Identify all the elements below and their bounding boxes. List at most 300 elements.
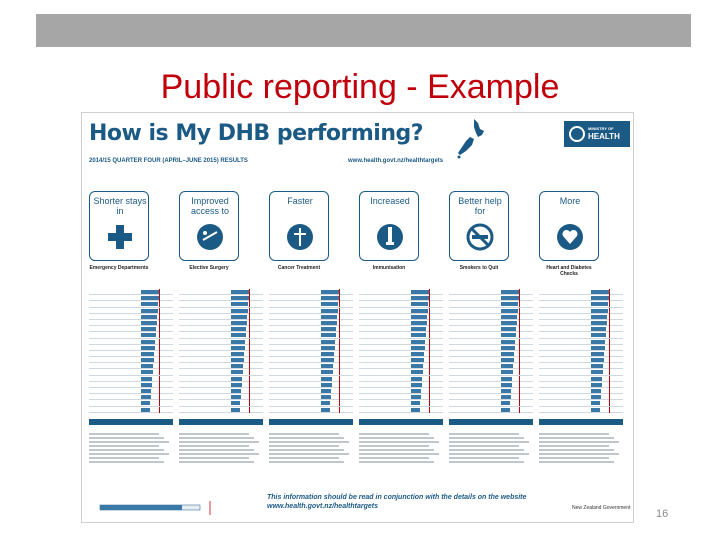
target-line (609, 301, 610, 307)
target-line (609, 339, 610, 345)
result-bar (591, 290, 609, 294)
target-tile (359, 191, 419, 261)
target-line (429, 357, 430, 363)
result-bar (501, 389, 511, 393)
result-bar (411, 377, 422, 381)
target-line (159, 357, 160, 363)
target-line (519, 357, 520, 363)
result-bar (321, 346, 335, 350)
target-line (339, 351, 340, 357)
text-line (539, 445, 609, 448)
target-line (609, 376, 610, 382)
target-line (159, 301, 160, 307)
target-line (429, 326, 430, 332)
target-line (519, 363, 520, 369)
result-bar (141, 401, 150, 405)
result-bar (231, 290, 249, 294)
target-line (429, 369, 430, 375)
result-bar (591, 321, 607, 325)
target-line (339, 363, 340, 369)
totals-row (89, 419, 173, 425)
result-bar (591, 383, 602, 387)
result-bar (321, 315, 337, 319)
result-bar (141, 395, 151, 399)
target-line (609, 388, 610, 394)
target-tile (539, 191, 599, 261)
poster-url: www.health.govt.nz/healthtargets (348, 158, 444, 164)
text-line (179, 457, 249, 460)
result-bar (231, 333, 246, 337)
target-line (249, 320, 250, 326)
text-line (449, 441, 529, 444)
immunisation-icon (375, 222, 405, 252)
logo-line2: HEALTH (588, 132, 620, 141)
result-bar (411, 408, 420, 412)
target-line (609, 369, 610, 375)
dhb-ranking-table (89, 289, 173, 417)
result-bar (411, 370, 423, 374)
result-bar (231, 389, 241, 393)
heart-icon (555, 222, 585, 252)
target-tile-title: Shorter stays in (93, 196, 147, 216)
text-line (359, 437, 434, 440)
target-line (429, 345, 430, 351)
target-line (249, 314, 250, 320)
result-bar (501, 395, 511, 399)
target-line (339, 345, 340, 351)
surgery-icon (195, 222, 225, 252)
target-line (429, 376, 430, 382)
result-bar (231, 364, 243, 368)
result-bar (501, 377, 512, 381)
target-line (159, 369, 160, 375)
result-bar (501, 364, 513, 368)
target-line (249, 345, 250, 351)
result-bar (411, 309, 428, 313)
result-bar (231, 346, 245, 350)
result-bar (411, 395, 421, 399)
target-line (339, 394, 340, 400)
target-line (249, 388, 250, 394)
target-line (339, 388, 340, 394)
dhb-ranking-table (179, 289, 263, 417)
text-line (179, 445, 249, 448)
table-row (89, 407, 173, 413)
result-bar (411, 333, 426, 337)
result-bar (501, 408, 510, 412)
text-line (89, 461, 164, 464)
result-bar (501, 352, 514, 356)
result-bar (591, 364, 603, 368)
result-bar (231, 383, 242, 387)
result-bar (141, 352, 154, 356)
result-bar (321, 296, 339, 300)
target-line (159, 308, 160, 314)
result-bar (501, 296, 519, 300)
target-line (429, 308, 430, 314)
target-line (339, 339, 340, 345)
target-line (609, 332, 610, 338)
text-line (359, 433, 429, 436)
result-bar (321, 408, 330, 412)
result-bar (141, 358, 154, 362)
table-row (539, 407, 623, 413)
result-bar (321, 321, 337, 325)
target-line (249, 394, 250, 400)
result-bar (411, 352, 424, 356)
result-bar (591, 327, 606, 331)
target-line (159, 339, 160, 345)
text-line (89, 433, 159, 436)
target-line (249, 369, 250, 375)
text-line (539, 457, 609, 460)
totals-row (539, 419, 623, 425)
target-line (609, 326, 610, 332)
text-line (269, 437, 344, 440)
description-block (539, 431, 625, 493)
description-block (269, 431, 355, 493)
text-line (179, 433, 249, 436)
target-line (519, 339, 520, 345)
target-line (159, 400, 160, 406)
result-bar (501, 327, 516, 331)
dhb-performance-poster (81, 112, 634, 523)
target-line (339, 382, 340, 388)
target-line (519, 376, 520, 382)
target-subtitle: Smokers to Quit (459, 265, 499, 271)
new-zealand-map-icon (452, 117, 492, 159)
target-line (609, 314, 610, 320)
target-line (429, 363, 430, 369)
target-line (249, 407, 250, 413)
text-line (449, 457, 519, 460)
target-tile-title: More (559, 196, 581, 206)
text-line (269, 433, 339, 436)
target-tile (179, 191, 239, 261)
target-column (179, 191, 263, 427)
target-line (159, 332, 160, 338)
description-block (359, 431, 445, 493)
result-bar (231, 340, 245, 344)
result-bar (231, 370, 243, 374)
result-bar (231, 327, 246, 331)
target-line (429, 351, 430, 357)
target-tile (89, 191, 149, 261)
result-bar (321, 309, 338, 313)
result-bar (501, 333, 516, 337)
description-block (449, 431, 535, 493)
dhb-ranking-table (539, 289, 623, 417)
result-bar (591, 315, 607, 319)
result-bar (411, 401, 420, 405)
target-line (339, 376, 340, 382)
nz-government-mark: New Zealand Government (572, 505, 631, 511)
text-line (359, 453, 439, 456)
target-column (89, 191, 173, 427)
target-line (249, 326, 250, 332)
result-bar (501, 290, 519, 294)
target-column (359, 191, 443, 427)
target-line (249, 363, 250, 369)
target-tile-title: Faster (287, 196, 313, 206)
target-line (159, 407, 160, 413)
target-line (159, 295, 160, 301)
target-subtitle: Emergency Departments (89, 265, 149, 271)
text-line (269, 461, 344, 464)
target-line (159, 394, 160, 400)
table-row (179, 407, 263, 413)
target-line (429, 314, 430, 320)
result-bar (231, 302, 248, 306)
poster-title-part1: How is (89, 121, 176, 146)
result-bar (411, 340, 425, 344)
result-bar (501, 401, 510, 405)
logo-line1: MINISTRY OF (588, 126, 614, 131)
target-line (339, 407, 340, 413)
text-line (89, 445, 159, 448)
result-bar (411, 315, 427, 319)
text-line (359, 449, 434, 452)
target-column (539, 191, 623, 427)
result-bar (231, 395, 241, 399)
target-line (159, 314, 160, 320)
result-bar (411, 346, 425, 350)
text-line (179, 441, 259, 444)
text-line (359, 445, 429, 448)
result-bar (141, 364, 153, 368)
target-line (519, 308, 520, 314)
result-bar (591, 358, 604, 362)
result-bar (231, 358, 244, 362)
result-bar (501, 358, 514, 362)
bottom-note: This information should be read in conjunction with the details on the website www.health.govt.nz/healthtargets (267, 494, 527, 510)
target-subtitle: Immunisation (372, 265, 406, 271)
text-line (269, 441, 349, 444)
result-bar (501, 309, 518, 313)
result-bar (141, 408, 150, 412)
target-tile-title: Improved access to (190, 196, 230, 216)
target-line (249, 308, 250, 314)
target-line (249, 382, 250, 388)
target-line (429, 382, 430, 388)
target-line (159, 289, 160, 295)
target-subtitle: Cancer Treatment (277, 265, 321, 271)
target-line (249, 295, 250, 301)
target-line (609, 407, 610, 413)
result-bar (501, 302, 518, 306)
target-line (339, 332, 340, 338)
result-bar (591, 296, 609, 300)
target-tile (269, 191, 329, 261)
totals-row (179, 419, 263, 425)
target-line (339, 314, 340, 320)
text-line (449, 433, 519, 436)
result-bar (591, 340, 605, 344)
target-column (449, 191, 533, 427)
result-bar (591, 370, 603, 374)
target-line (429, 394, 430, 400)
dhb-ranking-table (269, 289, 353, 417)
result-bar (591, 377, 602, 381)
text-line (449, 453, 529, 456)
result-bar (411, 290, 429, 294)
poster-subline: 2014/15 QUARTER FOUR (APRIL–JUNE 2015) RESULTS (89, 158, 248, 164)
totals-row (359, 419, 443, 425)
result-bar (411, 383, 422, 387)
text-line (269, 453, 349, 456)
target-scale-graphic (90, 497, 240, 519)
result-bar (141, 296, 159, 300)
text-line (89, 457, 159, 460)
text-line (539, 433, 609, 436)
cancer-treatment-icon (285, 222, 315, 252)
totals-row (449, 419, 533, 425)
result-bar (501, 315, 517, 319)
target-line (519, 369, 520, 375)
text-line (269, 449, 344, 452)
target-line (429, 400, 430, 406)
result-bar (591, 401, 600, 405)
target-line (519, 407, 520, 413)
result-bar (591, 408, 600, 412)
text-line (269, 457, 339, 460)
target-line (609, 351, 610, 357)
result-bar (231, 377, 242, 381)
target-line (339, 326, 340, 332)
target-column (269, 191, 353, 427)
text-line (89, 449, 164, 452)
target-line (339, 400, 340, 406)
text-line (179, 453, 259, 456)
text-line (269, 445, 339, 448)
text-line (359, 461, 434, 464)
text-line (449, 445, 519, 448)
poster-title-part2: My DHB (175, 121, 270, 146)
target-line (159, 363, 160, 369)
result-bar (321, 302, 338, 306)
result-bar (321, 352, 334, 356)
cross-icon (105, 222, 135, 252)
target-line (159, 326, 160, 332)
top-decorative-bar (36, 14, 691, 47)
target-line (609, 345, 610, 351)
target-line (249, 332, 250, 338)
result-bar (591, 352, 604, 356)
target-line (519, 301, 520, 307)
target-line (429, 289, 430, 295)
text-line (89, 437, 164, 440)
poster-title (89, 121, 423, 146)
table-row (449, 407, 533, 413)
dhb-ranking-table (359, 289, 443, 417)
result-bar (231, 408, 240, 412)
result-bar (141, 383, 152, 387)
target-line (519, 332, 520, 338)
target-line (519, 351, 520, 357)
table-row (269, 407, 353, 413)
target-line (609, 357, 610, 363)
result-bar (321, 383, 332, 387)
result-bar (411, 327, 426, 331)
result-bar (141, 302, 158, 306)
result-bar (321, 401, 330, 405)
ministry-of-health-logo (564, 121, 630, 147)
text-line (359, 457, 429, 460)
text-line (359, 441, 439, 444)
result-bar (141, 327, 156, 331)
no-smoking-icon (465, 222, 495, 252)
target-line (249, 351, 250, 357)
target-line (519, 382, 520, 388)
result-bar (501, 383, 512, 387)
table-row (359, 407, 443, 413)
text-line (539, 437, 614, 440)
result-bar (411, 296, 429, 300)
text-line (89, 441, 169, 444)
result-bar (321, 395, 331, 399)
text-line (89, 453, 169, 456)
target-line (159, 320, 160, 326)
target-line (519, 289, 520, 295)
target-line (429, 407, 430, 413)
result-bar (411, 302, 428, 306)
result-bar (321, 364, 333, 368)
dhb-ranking-table (449, 289, 533, 417)
result-bar (231, 321, 247, 325)
target-line (519, 388, 520, 394)
result-bar (501, 340, 515, 344)
text-line (539, 441, 619, 444)
target-line (159, 351, 160, 357)
target-line (339, 357, 340, 363)
target-line (429, 301, 430, 307)
result-bar (141, 309, 158, 313)
target-line (429, 295, 430, 301)
target-line (609, 394, 610, 400)
target-line (609, 363, 610, 369)
result-bar (321, 333, 336, 337)
target-line (339, 308, 340, 314)
slide-title: Public reporting - Example (160, 68, 560, 106)
text-line (179, 449, 254, 452)
description-block (89, 431, 175, 493)
target-line (339, 369, 340, 375)
result-bar (141, 389, 151, 393)
text-line (539, 461, 614, 464)
text-line (449, 437, 524, 440)
text-line (449, 449, 524, 452)
target-line (339, 301, 340, 307)
target-line (249, 357, 250, 363)
result-bar (591, 346, 605, 350)
target-tile (449, 191, 509, 261)
target-line (609, 289, 610, 295)
target-line (609, 295, 610, 301)
target-line (519, 326, 520, 332)
result-bar (411, 364, 423, 368)
target-line (429, 339, 430, 345)
target-line (159, 382, 160, 388)
target-line (249, 400, 250, 406)
result-bar (501, 346, 515, 350)
result-bar (231, 401, 240, 405)
result-bar (231, 352, 244, 356)
target-subtitle: Elective Surgery (189, 265, 229, 271)
page-number: 16 (656, 508, 669, 520)
target-line (609, 382, 610, 388)
target-line (429, 388, 430, 394)
result-bar (141, 333, 156, 337)
